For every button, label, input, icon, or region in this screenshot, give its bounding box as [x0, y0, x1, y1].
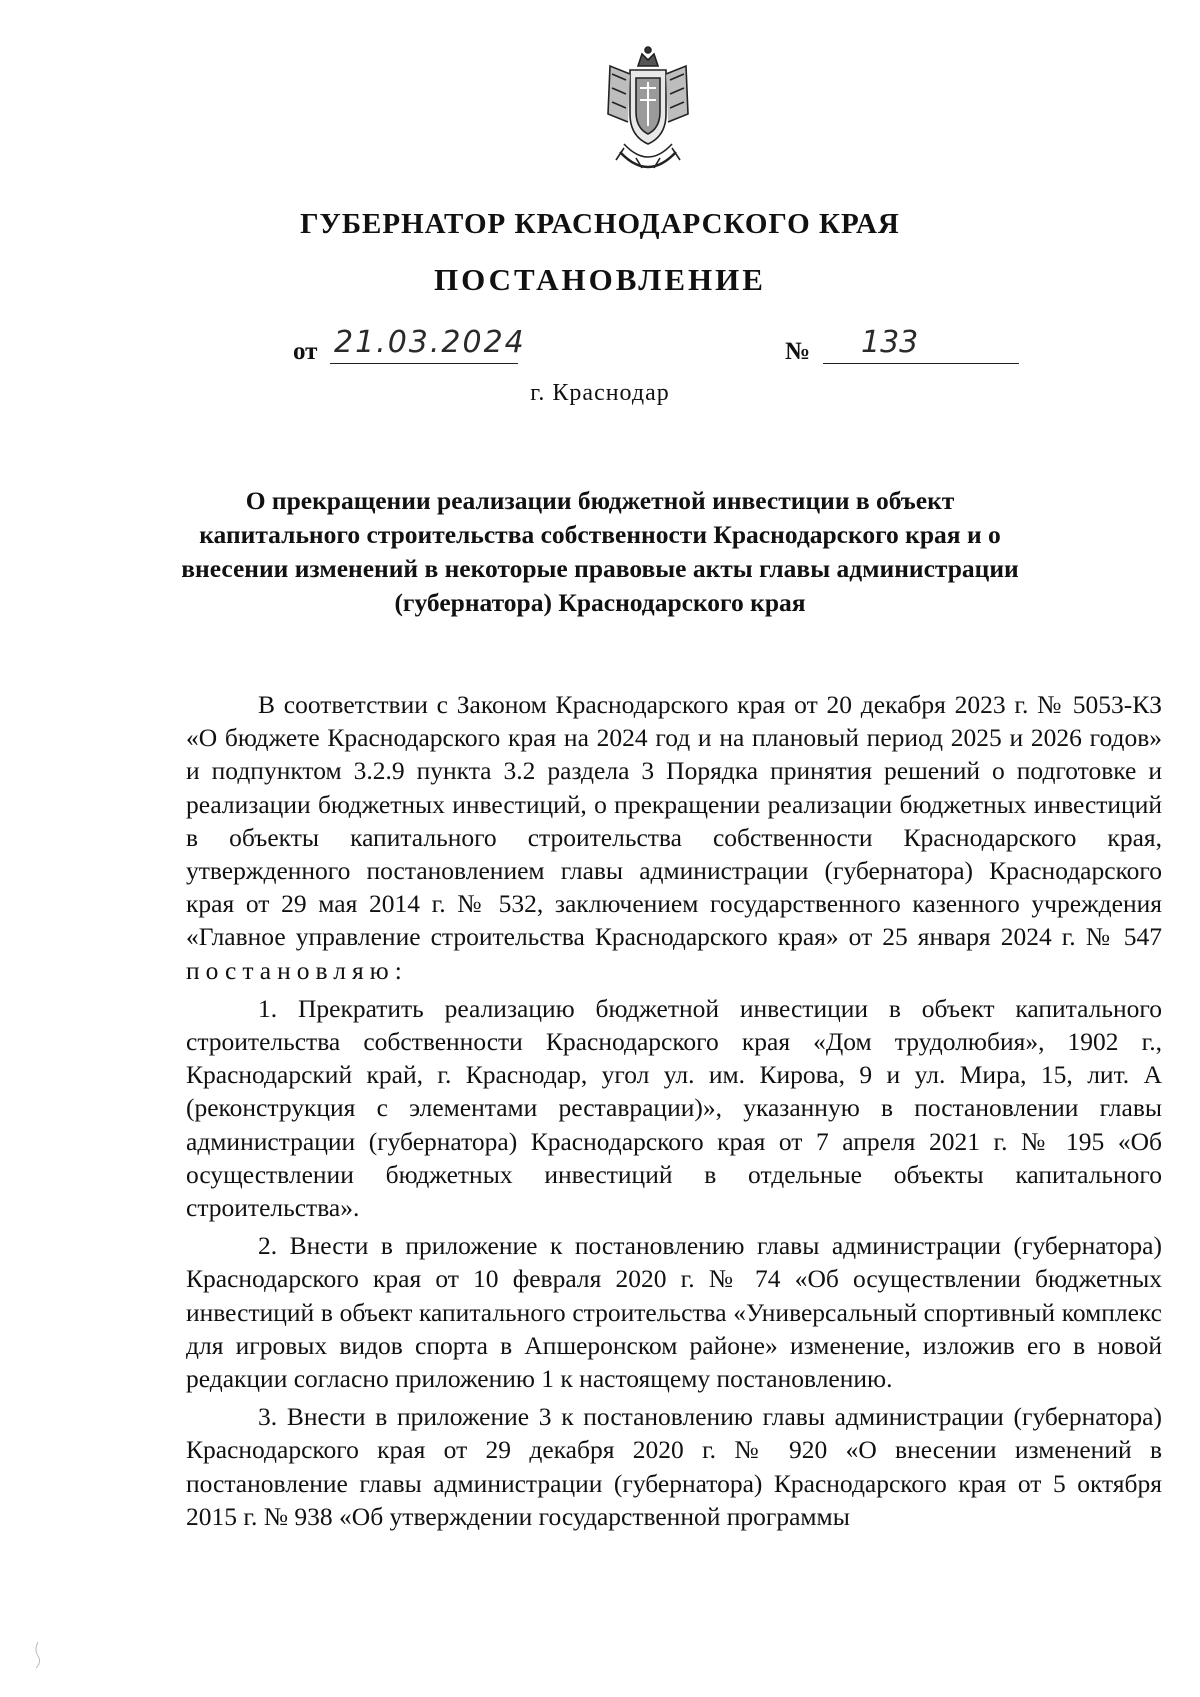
date-field: [330, 325, 526, 364]
number-field: [823, 325, 1019, 364]
item-paragraph-1: 1. Прекратить реализацию бюджетной инвестиции в объект капитального строительства собственности Краснодарского края «Дом трудолюбия», 1902 г., Краснодарский край, г. Краснодар, угол ул. им. Кирова, 9 и ул. Мира, 15, лит. А (реконструкция с элементами реставрации)», указанную в постановлении главы администрации (губернатора) Краснодарского края от 7 апреля 2021 г. № 195 «Об осуществлении бюджетных инвестиций в отдельные объекты капитального строительства».: [186, 993, 1162, 1223]
preamble-paragraph: [186, 688, 1162, 987]
item-paragraph-3: 3. Внести в приложение 3 к постановлению главы администрации (губернатора) Краснодарского края от 29 декабря 2020 г. № 920 «О внесении изменений в постановление главы администрации (губернатора) Краснодарского края от 5 октября 2015 г. № 938 «Об утверждении государственной программы: [186, 1402, 1162, 1531]
number-label: №: [785, 338, 811, 365]
decree-word: постановляю:: [186, 955, 408, 985]
document-body: [186, 688, 1162, 1538]
handwritten-number: 133: [861, 325, 919, 360]
date-prefix: от: [293, 338, 318, 365]
item-paragraph-2: 2. Внести в приложение к постановлению главы администрации (губернатора) Краснодарского края от 10 февраля 2020 г. № 74 «Об осуществлении бюджетных инвестиций в объект капитального строительства «Универсальный спортивный комплекс для игровых видов спорта в Апшеронском районе» изменение, изложив его в новой редакции согласно приложению 1 к настоящему постановлению.: [186, 1231, 1162, 1394]
city: г. Краснодар: [530, 380, 670, 406]
handwritten-date: 21.03.2024: [334, 325, 526, 360]
document-type: ПОСТАНОВЛЕНИЕ: [434, 262, 766, 297]
scan-margin-mark-icon: [30, 1640, 46, 1670]
coat-of-arms-icon: [602, 44, 694, 182]
date-number-line: [0, 325, 1200, 375]
issuing-authority: ГУБЕРНАТОР КРАСНОДАРСКОГО КРАЯ: [300, 208, 900, 240]
document-title: О прекращении реализации бюджетной инвестиции в объект капитального строительства собственности Краснодарского края и о внесении изменений в некоторые правовые акты главы администрации (губернатора) Краснодарского края: [181, 486, 1019, 617]
preamble-text: В соответствии с Законом Краснодарского края от 20 декабря 2023 г. № 5053-КЗ «О бюджете Краснодарского края на 2024 год и на плановый период 2025 и 2026 годов» и подпунктом 3.2.9 пункта 3.2 раздела 3 Порядка принятия решений о подготовке и реализации бюджетных инвестиций, о прекращении реализации бюджетных инвестиций в объекты капитального строительства собственности Краснодарского края, утвержденного постановлением главы администрации (губернатора) Краснодарского края от 29 мая 2014 г. № 532, заключением государственного казенного учреждения «Главное управление строительства Краснодарского края» от 25 января 2024 г. № 547: [186, 690, 1162, 952]
